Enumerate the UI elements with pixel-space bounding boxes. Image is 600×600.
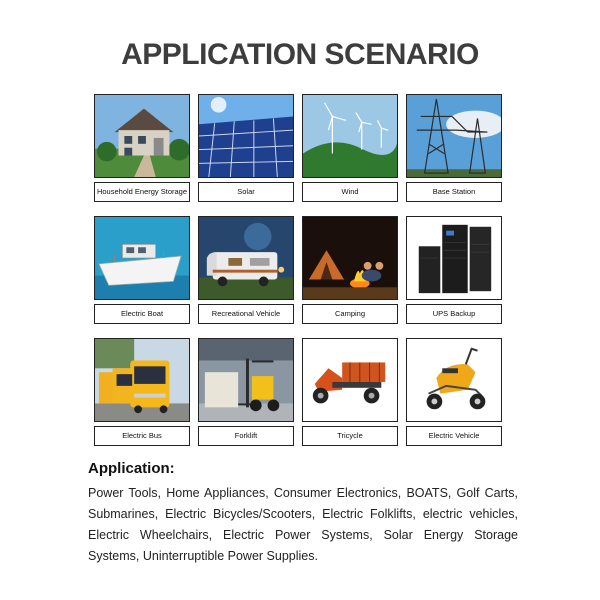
scenario-label: Solar (198, 182, 294, 202)
scenario-label: Base Station (406, 182, 502, 202)
scenario-label: Recreational Vehicle (198, 304, 294, 324)
scenario-label: Electric Vehicle (406, 426, 502, 446)
solar-image (198, 94, 294, 178)
wind-image (302, 94, 398, 178)
page-title: APPLICATION SCENARIO (121, 38, 479, 71)
application-heading: Application: (88, 460, 175, 477)
scenario-label: Wind (302, 182, 398, 202)
recreational-vehicle-image (198, 216, 294, 300)
scenario-label: Camping (302, 304, 398, 324)
scenario-label: Household Energy Storage (94, 182, 190, 202)
electric-bus-image (94, 338, 190, 422)
camping-image (302, 216, 398, 300)
scenario-label: Electric Boat (94, 304, 190, 324)
scenario-label: UPS Backup (406, 304, 502, 324)
ups-backup-image (406, 216, 502, 300)
forklift-image (198, 338, 294, 422)
application-section (88, 460, 518, 567)
household-energy-storage-image (94, 94, 190, 178)
base-station-image (406, 94, 502, 178)
application-text: Power Tools, Home Appliances, Consumer Electronics, BOATS, Golf Carts, Submarines, Electric Bicycles/Scooters, Electric Folklifts, electric vehicles, Electric Wheelchairs, Electric Power Systems, Solar Energy Storage Systems, Uninterruptible Power Supplies. (88, 486, 518, 563)
scenario-label: Forklift (198, 426, 294, 446)
tricycle-image (302, 338, 398, 422)
scenario-label: Electric Bus (94, 426, 190, 446)
scenario-label: Tricycle (302, 426, 398, 446)
scenario-grid (94, 94, 502, 450)
electric-boat-image (94, 216, 190, 300)
electric-vehicle-image (406, 338, 502, 422)
